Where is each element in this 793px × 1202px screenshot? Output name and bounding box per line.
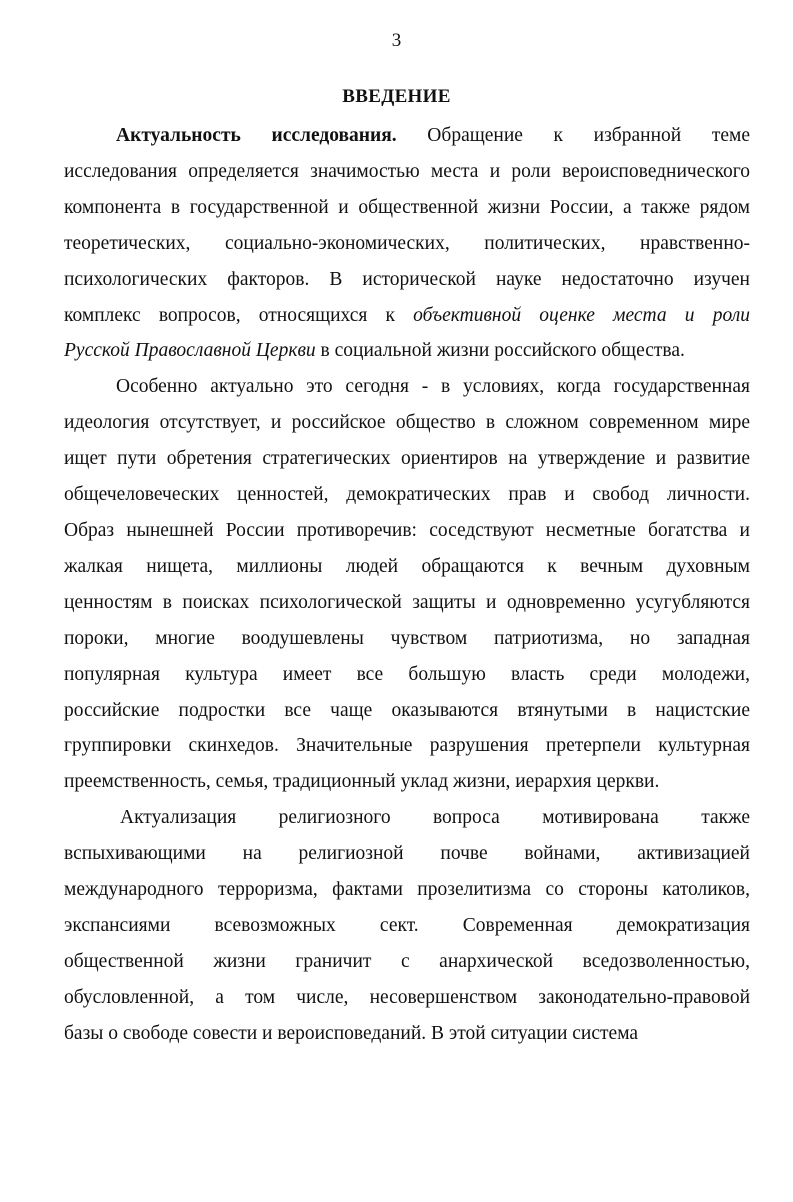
text-run: вспыхивающими на религиозной почве войнами, активизацией — [64, 843, 750, 865]
text-run: экспансиями всевозможных сект. Современная демократизация — [64, 914, 750, 936]
text-run: Актуализация религиозного вопроса мотивирована также — [120, 807, 750, 829]
text-run: теоретических, социально-экономических, политических, нравственно- — [64, 232, 750, 254]
text-run: обусловленной, а том числе, несовершенством законодательно-правовой — [64, 986, 750, 1008]
text-line — [64, 1016, 750, 1052]
text-line — [64, 369, 750, 405]
text-line — [64, 800, 750, 836]
text-line — [64, 657, 750, 693]
paragraph — [64, 118, 750, 369]
text-run: популярная культура имеет все большую власть среди молодежи, — [64, 663, 750, 685]
text-run: комплекс вопросов, относящихся к — [64, 304, 414, 326]
text-line — [64, 226, 750, 262]
text-line — [64, 549, 750, 585]
text-run: Особенно актуально это сегодня - в условиях, когда государственная — [116, 376, 750, 398]
text-line — [64, 333, 750, 369]
body-text — [64, 118, 750, 1052]
paragraph — [64, 800, 750, 1051]
text-run: Обращение к избранной теме — [396, 125, 750, 146]
text-line — [64, 872, 750, 908]
text-run: идеология отсутствует, и российское общество в сложном современном мире — [64, 412, 750, 434]
text-line — [64, 441, 750, 477]
text-line — [64, 621, 750, 657]
text-run: преемственность, семья, традиционный уклад жизни, иерархия церкви. — [64, 771, 660, 793]
text-run: базы о свободе совести и вероисповеданий. В этой ситуации система — [64, 1022, 639, 1044]
text-line — [64, 585, 750, 621]
text-run: группировки скинхедов. Значительные разрушения претерпели культурная — [64, 735, 750, 757]
text-run: жалкая нищета, миллионы людей обращаются к вечным духовным — [64, 555, 750, 577]
text-run: объективной оценке места и роли — [413, 304, 750, 326]
text-run: ценностям в поисках психологической защиты и одновременно усугубляются — [64, 591, 750, 613]
text-run: ищет пути обретения стратегических ориентиров на утверждение и развитие — [64, 448, 750, 470]
text-line — [64, 764, 750, 800]
text-line — [64, 513, 750, 549]
text-line — [64, 262, 750, 298]
text-run: Образ нынешней России противоречив: соседствуют несметные богатства и — [64, 519, 750, 541]
text-run: пороки, многие воодушевлены чувством патриотизма, но западная — [64, 627, 750, 649]
text-line — [64, 908, 750, 944]
page-number: 3 — [391, 30, 402, 51]
text-line — [64, 154, 750, 190]
text-line — [64, 944, 750, 980]
text-line — [64, 980, 750, 1016]
text-line — [64, 190, 750, 226]
text-run: Актуальность исследования. — [116, 125, 397, 146]
text-run: компонента в государственной и общественной жизни России, а также рядом — [64, 196, 750, 218]
text-run: в социальной жизни российского общества. — [315, 340, 685, 362]
paragraph — [64, 369, 750, 800]
text-line — [64, 693, 750, 729]
page-heading: ВВЕДЕНИЕ — [342, 86, 451, 107]
text-run: исследования определяется значимостью места и роли вероисповеднического — [64, 160, 750, 182]
text-run: российские подростки все чаще оказываются втянутыми в нацистские — [64, 699, 750, 721]
text-line — [64, 405, 750, 441]
text-run: общественной жизни граничит с анархической вседозволенностью, — [64, 950, 750, 972]
text-run: международного терроризма, фактами прозелитизма со стороны католиков, — [64, 879, 750, 901]
text-run: общечеловеческих ценностей, демократических прав и свобод личности. — [64, 484, 750, 506]
text-line — [64, 477, 750, 513]
text-run: Русской Православной Церкви — [64, 340, 316, 362]
text-line — [64, 118, 750, 154]
text-line — [64, 728, 750, 764]
text-line — [64, 298, 750, 334]
text-line — [64, 836, 750, 872]
text-run: психологических факторов. В исторической науке недостаточно изучен — [64, 268, 750, 290]
